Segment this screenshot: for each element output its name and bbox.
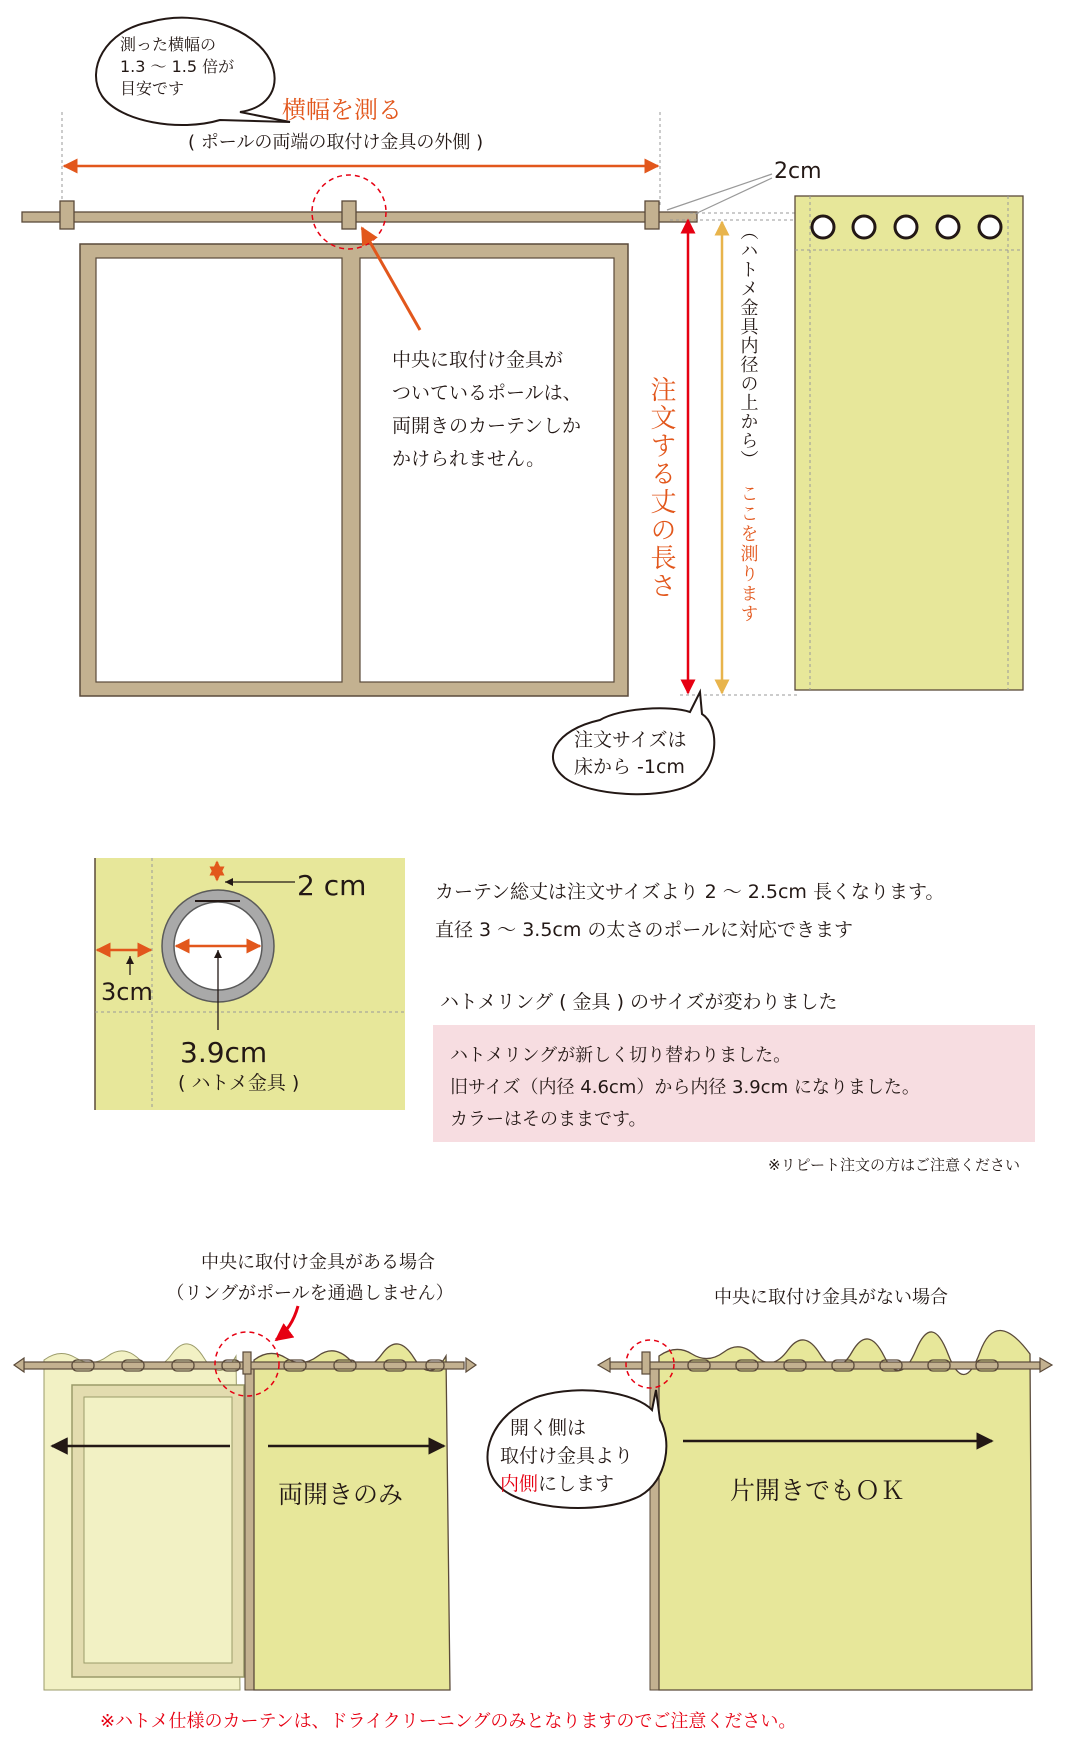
ratio-bubble	[96, 18, 290, 125]
measure-section	[22, 18, 1023, 795]
width-title: 横幅を測る	[282, 96, 402, 124]
open-side-bubble	[487, 1390, 666, 1508]
center-note-line-1: 中央に取付け金具が	[392, 349, 564, 371]
right-bracket	[642, 1352, 650, 1374]
bubble-line-3-rest: にします	[538, 1473, 615, 1495]
ratio-bubble-line-2: 1.3 〜 1.5 倍が	[120, 57, 235, 76]
eyelet	[937, 216, 959, 238]
eyelet	[853, 216, 875, 238]
ring-size-label: 3.9cm	[180, 1036, 268, 1069]
pole-bracket-right	[645, 201, 659, 229]
change-note-line-2: 旧サイズ（内径 4.6cm）から内径 3.9cm になりました。	[450, 1077, 920, 1098]
repeat-note: ※リピート注文の方はご注意ください	[768, 1156, 1020, 1174]
top-offset-label: 2cm	[774, 159, 822, 184]
window-pane-right	[360, 258, 614, 682]
footer-note: ※ハトメ仕様のカーテンは、ドライクリーニングのみとなりますのでご注意ください。	[100, 1711, 797, 1732]
eyelet-label: （ハトメ金具内径の上から）	[737, 222, 759, 469]
curtain-pole	[22, 212, 697, 222]
center-note-line-4: かけられません。	[392, 448, 546, 470]
top-gap-label: 2 cm	[297, 869, 367, 902]
ring-size-caption: ( ハトメ金具 )	[178, 1072, 300, 1094]
eyelet-detail-section	[95, 858, 1035, 1174]
eyelet	[812, 216, 834, 238]
change-title: ハトメリング ( 金具 ) のサイズが変わりました	[440, 991, 838, 1013]
left-title-2: （リングがポールを通過しません）	[166, 1283, 454, 1304]
pole-bracket-center	[342, 201, 356, 229]
left-window-pane	[84, 1397, 232, 1663]
left-bracket-arrow	[276, 1306, 298, 1340]
side-gap-label: 3cm	[101, 978, 153, 1006]
info-line-1: カーテン総丈は注文サイズより 2 〜 2.5cm 長くなります。	[435, 881, 945, 903]
info-line-2: 直径 3 〜 3.5cm の太さのポールに対応できます	[435, 919, 854, 941]
eyelet	[895, 216, 917, 238]
ratio-bubble-line-1: 測った横幅の	[120, 35, 217, 54]
left-center-bracket	[243, 1352, 251, 1374]
left-title-1: 中央に取付け金具がある場合	[201, 1252, 435, 1273]
window-pane-left	[96, 258, 342, 682]
eyelet-label-orange: ここを測ります	[737, 484, 759, 624]
change-note-line-1: ハトメリングが新しく切り替わりました。	[450, 1045, 792, 1066]
bubble-line-2: 取付け金具より	[500, 1445, 634, 1467]
change-note-line-3: カラーはそのままです。	[450, 1109, 647, 1130]
width-subtitle: ( ポールの両端の取付け金具の外側 )	[188, 132, 484, 153]
center-note-line-3: 両開きのカーテンしか	[392, 415, 582, 437]
right-illustration	[487, 1330, 1052, 1690]
offset-leader	[667, 174, 772, 210]
compare-section	[14, 1252, 1052, 1732]
left-finial-left	[14, 1358, 24, 1372]
eyelet	[979, 216, 1001, 238]
curtain-panel	[795, 196, 1023, 690]
pole-bracket-left	[60, 201, 74, 229]
right-title: 中央に取付け金具がない場合	[714, 1287, 948, 1308]
left-caption: 両開きのみ	[278, 1480, 404, 1509]
floor-bubble	[553, 692, 714, 794]
left-center-edge	[245, 1365, 254, 1690]
right-finial-right	[1040, 1358, 1052, 1372]
left-curtain-closed	[254, 1344, 450, 1690]
left-illustration	[14, 1306, 476, 1690]
left-finial-right	[466, 1358, 476, 1372]
bubble-line-1: 開く側は	[510, 1417, 587, 1439]
ratio-bubble-line-3: 目安です	[120, 79, 185, 98]
floor-bubble-line-1: 注文サイズは	[574, 729, 687, 751]
bubble-line-3	[500, 1473, 614, 1495]
floor-bubble-line-2: 床から -1cm	[574, 756, 685, 778]
right-curtain	[659, 1330, 1032, 1690]
length-label: 注文する丈の長さ	[646, 376, 676, 600]
bubble-line-3-red: 内側	[500, 1473, 539, 1495]
right-finial-left	[598, 1358, 610, 1372]
center-note-line-2: ついているポールは、	[392, 382, 582, 404]
right-caption: 片開きでもＯＫ	[730, 1476, 906, 1505]
